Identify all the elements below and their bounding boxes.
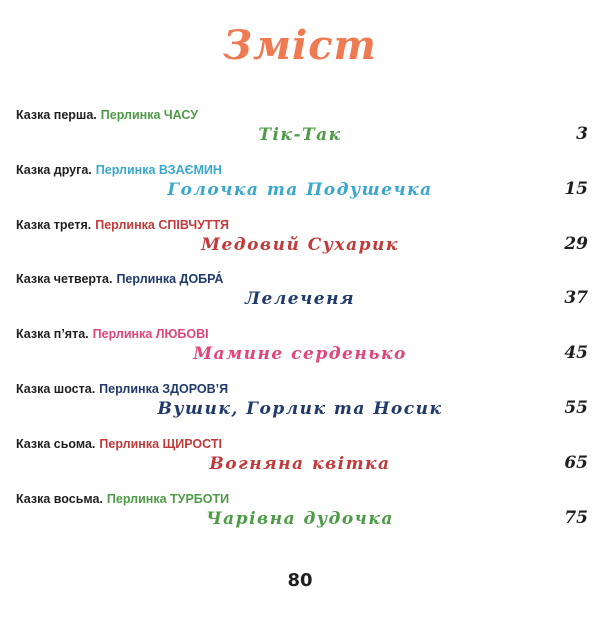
page-number: 3 (576, 124, 588, 144)
story-title[interactable]: Тік-Так (258, 125, 342, 145)
story-title[interactable]: Вушик, Горлик та Носик (157, 399, 443, 419)
story-title[interactable]: Медовий Сухарик (201, 235, 399, 255)
pearl-name: Перлинка ЛЮБОВІ (92, 327, 209, 341)
page-number: 15 (564, 179, 588, 199)
pearl-name: Перлинка ТУРБОТИ (106, 492, 230, 506)
tale-number: Казка сьома. (16, 437, 96, 451)
pearl-name: Перлинка ДОБРА́ (116, 272, 224, 286)
tale-label (16, 108, 198, 122)
story-title[interactable]: Чарівна дудочка (206, 509, 394, 529)
story-title[interactable]: Вогняна квітка (209, 454, 391, 474)
pearl-name: Перлинка ВЗАЄМИН (95, 163, 222, 177)
footer-page-number: 80 (287, 570, 313, 591)
tale-label (16, 492, 229, 506)
tale-number: Казка третя. (16, 218, 92, 232)
tale-label (16, 163, 222, 177)
pearl-name: Перлинка СПІВЧУТТЯ (95, 218, 230, 232)
tale-number: Казка четверта. (16, 272, 113, 286)
toc-entry-2[interactable] (0, 163, 600, 217)
tale-number: Казка перша. (16, 108, 97, 122)
tale-number: Казка п’ята. (16, 327, 89, 341)
story-title[interactable]: Мамине серденько (193, 344, 407, 364)
toc-entry-1[interactable] (0, 108, 600, 162)
pearl-name: Перлинка ЩИРОСТІ (99, 437, 222, 451)
tale-label (16, 327, 209, 341)
tale-label (16, 218, 229, 232)
tale-label (16, 382, 228, 396)
toc-entry-6[interactable] (0, 382, 600, 436)
pearl-name: Перлинка ЗДОРОВ’Я (99, 382, 229, 396)
story-title[interactable]: Голочка та Подушечка (167, 180, 433, 200)
toc-entry-3[interactable] (0, 218, 600, 272)
page-number: 29 (564, 234, 588, 254)
page-number: 75 (564, 508, 588, 528)
tale-number: Казка шоста. (16, 382, 96, 396)
page-title: Зміст (223, 22, 377, 69)
toc-entry-5[interactable] (0, 327, 600, 381)
tale-number: Казка восьма. (16, 492, 103, 506)
page-number: 65 (564, 453, 588, 473)
tale-label (16, 437, 222, 451)
story-title[interactable]: Лелеченя (245, 289, 355, 309)
page-number: 45 (564, 343, 588, 363)
toc-entry-4[interactable] (0, 272, 600, 326)
page-number: 37 (564, 288, 588, 308)
toc-entry-7[interactable] (0, 437, 600, 491)
toc-entry-8[interactable] (0, 492, 600, 546)
tale-number: Казка друга. (16, 163, 92, 177)
page-number: 55 (564, 398, 588, 418)
pearl-name: Перлинка ЧАСУ (100, 108, 199, 122)
tale-label (16, 272, 223, 286)
